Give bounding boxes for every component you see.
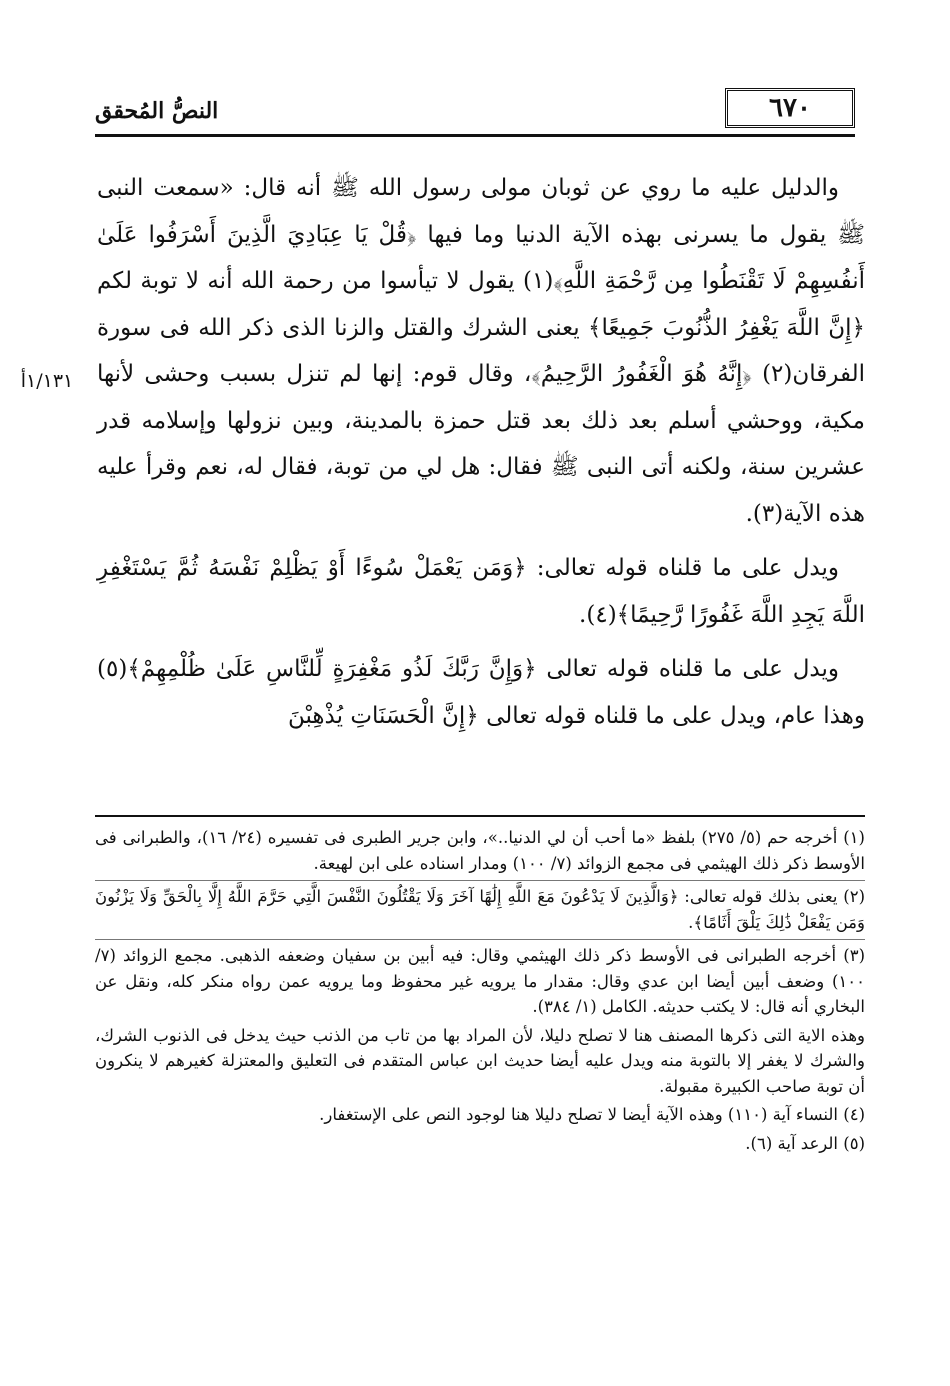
footnote-3: (٣) أخرجه الطبرانى فى الأوسط ذكر ذلك الهيثمي وقال: فيه أبين بن سفيان وضعفه الذهبى. مجمع الزوائد (٧/ ١٠٠) وضعف أبين أيضا ابن عدي وقال: مقدار ما يرويه غير محفوظ وما يرويه عمن رواه منكر كله، ونقل عن البخاري أنه قال: لا يكتب حديثه. الكامل (١/ ٣٨٤).	[95, 946, 865, 1016]
book-title: النصُّ المُحقق	[95, 98, 219, 124]
footnote-5: (٥) الرعد آية (٦).	[745, 1133, 865, 1153]
footnote-separator	[95, 815, 865, 817]
manuscript-folio-marker: ١/١٣١أ	[20, 370, 74, 392]
footnote-2: (٢) يعنى بذلك قوله تعالى: ﴿وَالَّذِينَ لَا يَدْعُونَ مَعَ اللَّهِ إِلَٰهًا آخَرَ وَلَا يَقْتُلُونَ النَّفْسَ الَّتِي حَرَّمَ اللَّهُ إِلَّا بِالْحَقِّ وَلَا يَزْنُونَ وَمَن يَفْعَلْ ذَٰلِكَ يَلْقَ أَثَامًا﴾.	[95, 887, 865, 932]
footnote-divider	[95, 880, 865, 881]
footnote-4: (٤) النساء آية (١١٠) وهذه الآية أيضا لا تصلح دليلا هنا لوجود النص على الإستغفار.	[319, 1105, 865, 1124]
footnote-1: (١) أخرجه حم (٥/ ٢٧٥) بلفظ «ما أحب أن لي الدنيا..»، وابن جرير الطبرى فى تفسيره (٢٤/ ١٦)، والطبرانى فى الأوسط ذكر ذلك الهيثمي فى مجمع الزوائد (٧/ ١٠٠) ومدار اسناده على ابن لهيعة.	[95, 828, 865, 873]
header-rule	[95, 134, 855, 137]
main-paragraph-2: ويدل على ما قلناه قوله تعالى: ﴿وَمَن يَعْمَلْ سُوءًا أَوْ يَظْلِمْ نَفْسَهُ ثُمَّ يَسْتَغْفِرِ اللَّهَ يَجِدِ اللَّهَ غَفُورًا رَّحِيمًا﴾(٤).	[97, 555, 865, 628]
page-header	[95, 88, 855, 148]
footnote-divider	[95, 939, 865, 940]
footnote-3-continuation: وهذه الاية التى ذكرها المصنف هنا لا تصلح دليلا، لأن المراد بها من تاب من الذنب حيث يدخل فى الذنوب الشرك، والشرك لا يغفر إلا بالتوبة منه ويدل عليه أيضا حديث ابن عباس المتقدم فى التعليق والمعتزلة كغيرهم لا ينكرون أن توبة صاحب الكبيرة مقبولة.	[95, 1025, 865, 1096]
main-paragraph-1: والدليل عليه ما روي عن ثوبان مولى رسول الله ﷺ أنه قال: «سمعت النبى ﷺ يقول ما يسرنى بهذه الآية الدنيا وما فيها ﴿قُلْ يَا عِبَادِيَ الَّذِينَ أَسْرَفُوا عَلَىٰ أَنفُسِهِمْ لَا تَقْنَطُوا مِن رَّحْمَةِ اللَّهِ﴾(١) يقول لا تيأسوا من رحمة الله أنه لا توبة لكم ﴿إِنَّ اللَّهَ يَغْفِرُ الذُّنُوبَ جَمِيعًا﴾ يعنى الشرك والقتل والزنا الذى ذكر الله فى سورة الفرقان(٢) ﴿إِنَّهُ هُوَ الْغَفُورُ الرَّحِيمُ﴾، وقال قوم: إنها لم تنزل بسبب وحشى لأنها مكية، ووحشي أسلم بعد ذلك بعد قتل حمزة بالمدينة، وبين نزولها وإسلامه قدر عشرين سنة، ولكنه أتى النبى ﷺ فقال: هل لي من توبة، فقال له، نعم وقرأ عليه هذه الآية(٣).	[97, 175, 865, 527]
main-text	[97, 165, 865, 747]
main-paragraph-3: ويدل على ما قلناه قوله تعالى ﴿وَإِنَّ رَبَّكَ لَذُو مَغْفِرَةٍ لِّلنَّاسِ عَلَىٰ ظُلْمِهِمْ﴾(٥) وهذا عام، ويدل على ما قلناه قوله تعالى ﴿إِنَّ الْحَسَنَاتِ يُذْهِبْنَ	[97, 656, 865, 729]
page-number: ٦٧٠	[725, 88, 855, 128]
footnotes	[95, 825, 865, 1159]
